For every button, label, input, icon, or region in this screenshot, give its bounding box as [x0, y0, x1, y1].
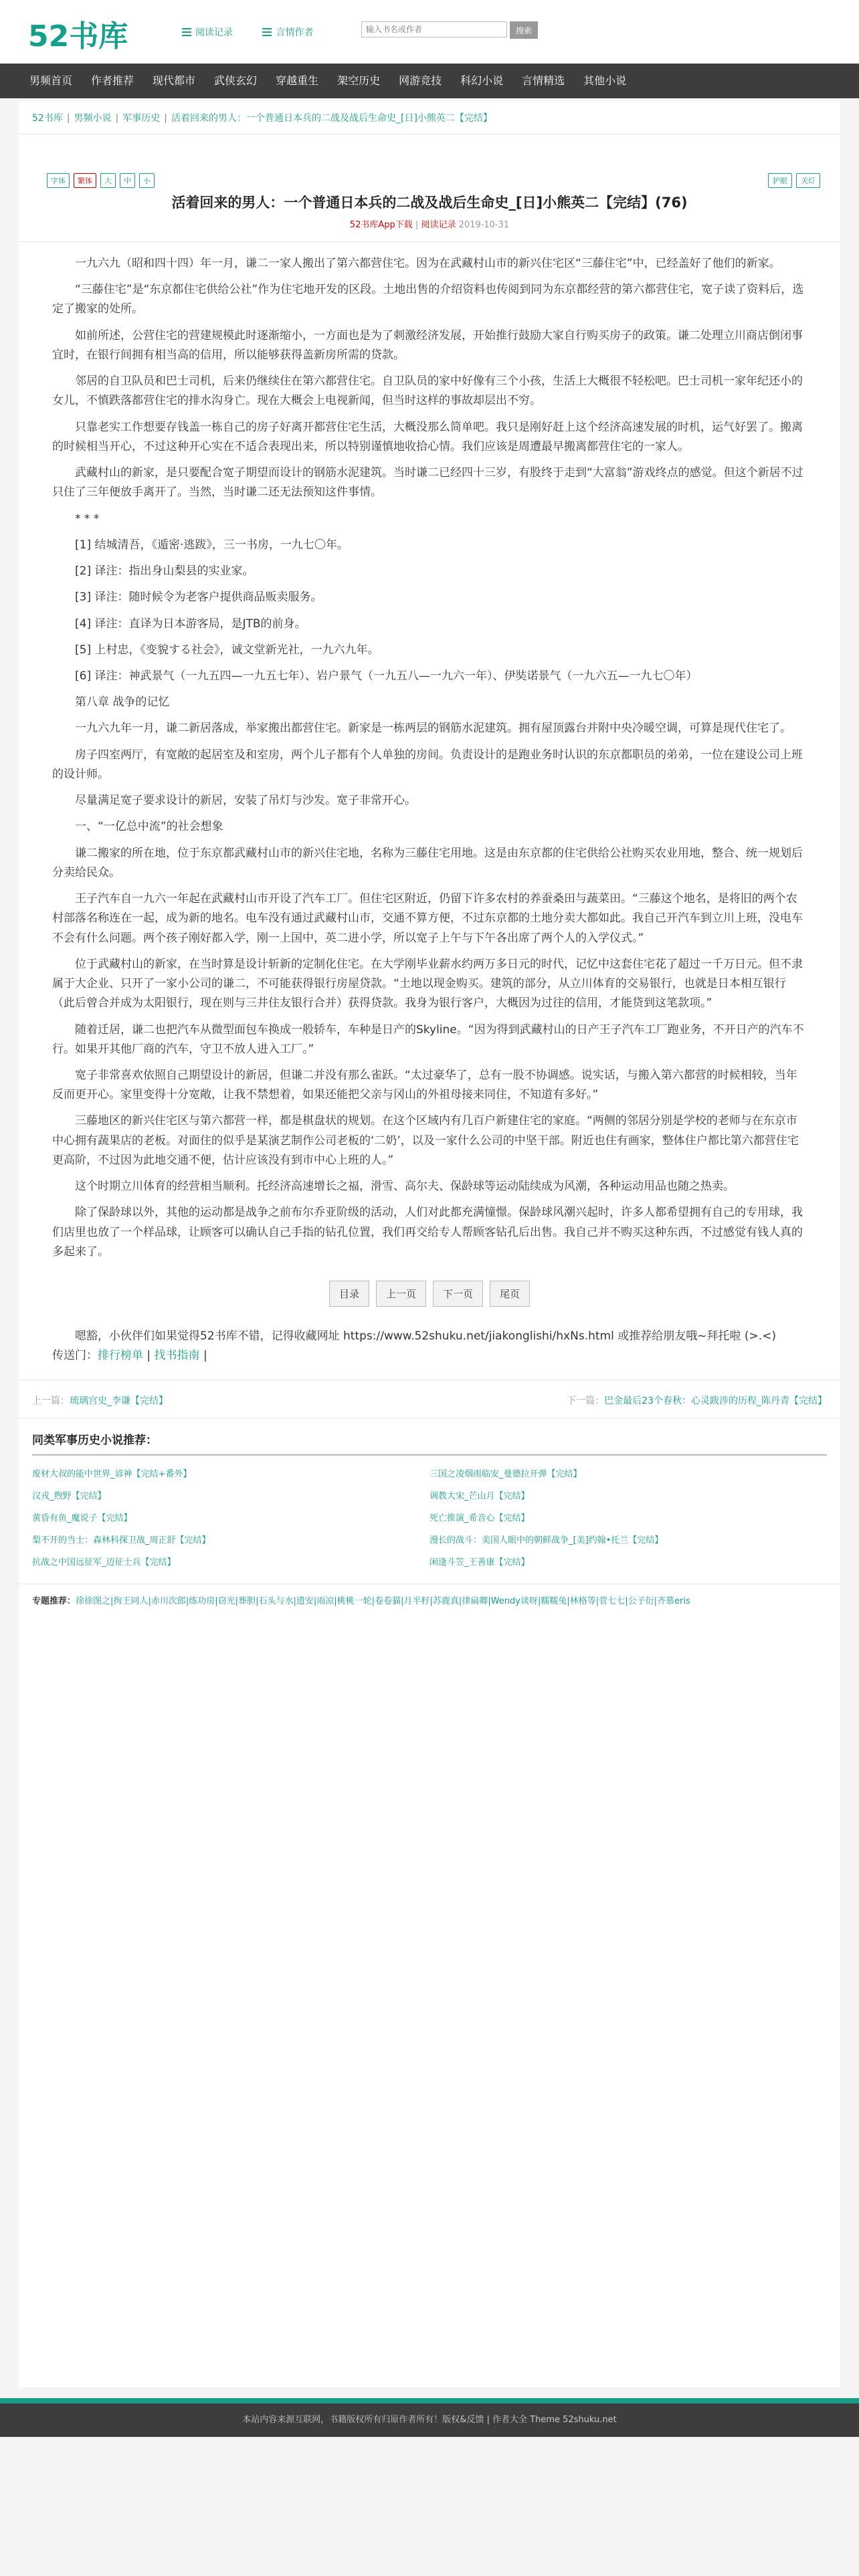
- font-large-button[interactable]: 大: [100, 173, 116, 188]
- related-book-link[interactable]: 三国之凌烟雨临安_曼德拉开弹【完结】: [430, 1469, 582, 1479]
- topic-link[interactable]: 齐慕eris: [657, 1596, 690, 1606]
- paragraph: 除了保龄球以外，其他的运动都是战争之前布尔乔亚阶级的活动，人们对此都充满憧憬。保龄球风潮兴起时，许多人都希望拥有自己的专用球，我们店里也放了一个样品球，让顾客可以确认自己手指的钻孔位置，我们再交给专人帮顾客钻孔后出售。我自己并不购买这种东西，不过感觉有钱人真的多起来了。: [52, 1206, 803, 1259]
- guide-link[interactable]: 找书指南: [154, 1349, 200, 1363]
- font-small-button[interactable]: 小: [139, 173, 155, 188]
- nav-item[interactable]: 现代都市: [153, 74, 196, 87]
- topic-link[interactable]: 苏鹿真: [432, 1596, 459, 1606]
- bookmark-text: 嗯豁，小伙伴们如果觉得52书库不错，记得收藏网址 https://www.52shuku.net/jiakonglishi/hxNs.html 或推荐给朋友哦~拜托啦 (>.<): [75, 1329, 777, 1344]
- portal-links: 传送门：排行榜单 | 找书指南 |: [52, 1349, 207, 1363]
- breadcrumb-link[interactable]: 军事历史: [122, 113, 161, 124]
- rank-link[interactable]: 排行榜单: [98, 1349, 143, 1363]
- related-book-link[interactable]: 废材大叔的能中世界_谚神【完结+番外】: [32, 1469, 192, 1479]
- prev-article-link[interactable]: 琉璃宫史_李谦【完结】: [70, 1395, 168, 1406]
- paragraph: 这个时期立川体育的经营相当顺利。托经济高速增长之福，滑雪、高尔夫、保龄球等运动陆续成为风潮，各种运动用品也随之热卖。: [75, 1180, 735, 1194]
- prev-page-button[interactable]: 上一页: [376, 1281, 426, 1307]
- nav-item[interactable]: 网游竞技: [399, 74, 442, 87]
- main-nav: [0, 64, 859, 98]
- site-footer: 本站内容来源互联网，书籍版权所有归原作者所有！版权&反馈 | 作者大全 Theme 52shuku.net: [0, 2403, 859, 2437]
- list-icon: [262, 28, 272, 36]
- paragraph: 只靠老实工作想要存钱盖一栋自己的房子好离开都营住宅生活，大概没那么简单吧。我只是刚好赶上这个经济高速发展的时机，运气好罢了。搬离的时候相当开心，不过这种开心实在不适合表现出来，所以特别谨慎地收拾心情。我们应该是周遭最早搬离都营住宅的一家人。: [52, 420, 803, 453]
- list-icon: [182, 28, 191, 36]
- topic-link[interactable]: 徐徐图之: [76, 1596, 111, 1606]
- lights-off-button[interactable]: 关灯: [796, 173, 820, 188]
- publish-date: 2019-10-31: [458, 220, 510, 230]
- main-content: [19, 102, 840, 2387]
- eye-care-button[interactable]: 护眼: [768, 173, 792, 188]
- paragraph: 一九六九（昭和四十四）年一月，谦二一家人搬出了第六都营住宅。因为在武藏村山市的新兴住宅区“三藤住宅”中，已经盖好了他们的新家。: [75, 257, 781, 270]
- search-button[interactable]: 搜索: [510, 21, 538, 39]
- topic-link[interactable]: 公子衍: [628, 1596, 654, 1606]
- paragraph: 谦二搬家的所在地，位于东京都武藏村山市的新兴住宅地，名称为三藤住宅用地。这是由东京都的住宅供给公社购买农业用地，整合、统一规划后分卖给民众。: [52, 846, 803, 879]
- font-button[interactable]: 字体: [47, 173, 70, 188]
- paragraph: 第八章 战争的记忆: [75, 695, 170, 710]
- topic-link[interactable]: 律扁卿: [462, 1596, 488, 1606]
- related-book-link[interactable]: 抗战之中国远征军_迈征士兵【完结】: [32, 1557, 176, 1568]
- topic-link[interactable]: Wendy谈呀: [490, 1596, 538, 1606]
- topic-link[interactable]: 桃桃一轮: [337, 1596, 372, 1606]
- topic-recommend: 专题推荐：徐徐图之|拘王同人|赤川次郎|练功房|窃光|葬胆|石头与水|遗安|雨凉|桃桃一轮|卷卷猫|月半籽|苏鹿真|律扁卿|Wendy谈呀|糯糯兔|林格等|菅七七|公子衍|齐慕eris: [32, 1596, 690, 1606]
- breadcrumb-link[interactable]: 男频小说: [74, 113, 112, 124]
- paragraph: 王子汽车自一九六一年起在武藏村山市开设了汽车工厂。但住宅区附近，仍留下许多农村的养蚕桑田与蔬菜田。“三藤这个地名，是将旧的两个农村部落名称连在一起，成为新的地名。电车没有通过武藏村山市，交通不算方便，不过东京都的土地分卖大都如此。我自己开汽车到立川上班，没电车不会有什么问题。两个孩子刚好都入学，刚一上国中，英二进小学，所以宽子上午与下午各出席了两个人的入学仪式。”: [52, 892, 803, 945]
- paragraph: 武藏村山的新家，是只要配合宽子期望而设计的钢筋水泥建筑。当时谦二已经四十三岁，有股终于走到“大富翁”游戏终点的感觉。但这个新居不过只住了三年便放手离开了。当然，当时谦二还无法预知这件事情。: [52, 466, 803, 500]
- paragraph: 一九六九年一月，谦二新居落成，举家搬出都营住宅。新家是一栋两层的钢筋水泥建筑。拥有屋顶露台并附中央冷暖空调，可算是现代住宅了。: [75, 722, 791, 736]
- app-download-link[interactable]: 52书库App下载: [349, 220, 413, 230]
- related-heading: 同类军事历史小说推荐：: [32, 1430, 827, 1456]
- paragraph: 邻居的自卫队员和巴士司机，后来仍继续住在第六都营住宅。自卫队员的家中好像有三个小孩，生活上大概很不轻松吧。巴士司机一家年纪还小的女儿，不慎跌落都营住宅的排水沟身亡。现在大概会上电视新闻，但当时这样的事故却层出不穷。: [52, 374, 803, 408]
- theme-tools: [764, 173, 820, 188]
- chapter-meta: 52书库App下载 | 阅读记录 2019-10-31: [349, 220, 510, 230]
- paragraph: [2] 译注：指出身山梨县的实业家。: [75, 564, 254, 578]
- related-book-link[interactable]: 汉戎_煦野【完结】: [32, 1491, 106, 1501]
- prev-next-articles: [19, 1380, 840, 1418]
- search-input[interactable]: [361, 21, 507, 37]
- nav-item[interactable]: 男频首页: [29, 74, 73, 87]
- read-record-link[interactable]: 阅读记录: [421, 220, 456, 230]
- nav-item[interactable]: 穿越重生: [276, 74, 319, 87]
- author-link[interactable]: 言情作者: [262, 27, 313, 38]
- chapter-title: 活着回来的男人：一个普通日本兵的二战及战后生命史_[日]小熊英二【完结】(76): [171, 195, 688, 211]
- breadcrumb: 52书库 | 男频小说 | 军事历史 | 活着回来的男人：一个普通日本兵的二战及战后生命史_[日]小熊英二【完结】: [19, 102, 840, 134]
- last-page-button[interactable]: 尾页: [490, 1281, 530, 1307]
- topic-link[interactable]: 葬胆: [238, 1596, 256, 1606]
- paragraph: 房子四室两厅，有宽敞的起居室及和室房，两个儿子都有个人单独的房间。负责设计的是跑业务时认识的东京都职员的弟弟，一位在建设公司上班的设计师。: [52, 748, 803, 781]
- topic-link[interactable]: 遗安: [296, 1596, 314, 1606]
- related-book-link[interactable]: 调教大宋_芒山月【完结】: [430, 1491, 530, 1501]
- nav-item[interactable]: 作者推荐: [91, 74, 134, 87]
- paragraph: * * *: [75, 512, 100, 526]
- related-book-link[interactable]: 梨不开的当士：森林科探卫战_周正舒【完结】: [32, 1535, 211, 1545]
- site-logo[interactable]: 52书库: [28, 19, 128, 53]
- related-book-link[interactable]: 闲逢斗笠_王善康【完结】: [430, 1557, 530, 1568]
- chapter-pager: [19, 1281, 840, 1307]
- related-books: [19, 1418, 840, 1584]
- paragraph: [4] 译注：直译为日本游客局，是JTB的前身。: [75, 617, 306, 631]
- breadcrumb-link[interactable]: 52书库: [32, 113, 63, 124]
- nav-item[interactable]: 其他小说: [583, 74, 627, 87]
- nav-item[interactable]: 科幻小说: [460, 74, 504, 87]
- related-book-link[interactable]: 漫长的战斗：美国人眼中的朝鲜战争_[美]约翰•托兰【完结】: [430, 1535, 664, 1545]
- paragraph: [3] 译注：随时候令为老客户提供商品贩卖服务。: [75, 591, 322, 605]
- paragraph: [5] 上村忠，《变貌する社会》，诚文堂新光社，一九六九年。: [75, 643, 379, 657]
- topic-link[interactable]: 石头与水: [258, 1596, 294, 1606]
- bookmark-note: [19, 1327, 840, 1380]
- paragraph: 随着迁居，谦二也把汽车从微型面包车换成一般轿车，车种是日产的Skyline。“因为得到武藏村山的日产王子汽车工厂跑业务，不开日产的汽车不行。如果开其他厂商的汽车，守卫不放人进入工厂。”: [52, 1023, 804, 1056]
- next-page-button[interactable]: 下一页: [433, 1281, 483, 1307]
- chapter-text: [19, 242, 840, 1262]
- top-links: [182, 25, 340, 39]
- paragraph: [6] 译注：神武景气（一九五四—一九五七年）、岩户景气（一九五八—一九六一年）、伊奘诺景气（一九六五—一九七〇年）: [75, 669, 698, 683]
- paragraph: 三藤地区的新兴住宅区与第六都营一样，都是棋盘状的规划。在这个区域内有几百户新建住宅的家庭。“两侧的邻居分别是学校的老师与在东京市中心拥有蔬果店的老板。对面住的似乎是某演艺制作公司老板的‘二奶’，以及一家什么公司的中坚干部。附近也住有画家，整体住户都比第六都营住宅更高阶，不过因为此地交通不便，估计应该没有到市中心上班的人。”: [52, 1114, 799, 1167]
- read-record-link[interactable]: 阅读记录: [182, 27, 233, 38]
- paragraph: 尽量满足宽子要求设计的新居，安装了吊灯与沙发。宽子非常开心。: [75, 794, 416, 808]
- paragraph: 位于武藏村山的新家，在当时算是设计斩新的定制化住宅。在大学刚毕业薪水约两万多日元的时代，记忆中这套住宅花了超过一千万日元。但不隶属于大企业、只开了一家小公司的谦二，不可能获得银行房屋贷款。“土地以现金购买。建筑的部分，从立川体育的交易银行，也就是日本相互银行（此后曾合并成为太阳银行，现在则与三井住友银行合并）获得贷款。我身为银行客户，大概因为过往的信用，才能贷到这笔款项。”: [52, 957, 803, 1010]
- topic-link[interactable]: 练功房: [189, 1596, 215, 1606]
- paragraph: 如前所述，公营住宅的营建规模此时逐渐缩小，一方面也是为了刺激经济发展，开始推行鼓励大家自行购买房子的政策。谦二处理立川商店倒闭事宜时，在银行间拥有相当高的信用，所以能够获得盖新房所需的贷款。: [52, 328, 803, 362]
- search-box: [361, 21, 538, 39]
- toc-button[interactable]: 目录: [329, 1281, 369, 1307]
- nav-item[interactable]: 言情精选: [522, 74, 565, 87]
- paragraph: “三藤住宅”是“东京都住宅供给公社”作为住宅地开发的区段。土地出售的介绍资料也传阅到同为东京都经营的第六都营住宅，宽子读了资料后，选定了搬家的处所。: [52, 283, 804, 316]
- font-medium-button[interactable]: 中: [120, 173, 135, 188]
- related-book-link[interactable]: 黄昏有鱼_魔说子【完结】: [32, 1513, 132, 1523]
- related-list: [32, 1467, 827, 1577]
- nav-item[interactable]: 架空历史: [337, 74, 381, 87]
- topic-link[interactable]: 糯糯兔: [541, 1596, 567, 1606]
- paragraph: 一、“一亿总中流”的社会想象: [75, 820, 223, 834]
- topic-link[interactable]: 窃光: [217, 1596, 235, 1606]
- chapter-header: [19, 134, 840, 242]
- topic-link[interactable]: 林格等: [569, 1596, 596, 1606]
- footer-accent-bar: [0, 2398, 859, 2403]
- topic-link[interactable]: 菅七七: [599, 1596, 626, 1606]
- related-book-link[interactable]: 死亡推演_希音心【完结】: [430, 1513, 530, 1523]
- breadcrumb-link[interactable]: 活着回来的男人：一个普通日本兵的二战及战后生命史_[日]小熊英二【完结】: [171, 113, 492, 124]
- paragraph: 宽子非常喜欢依照自己期望设计的新居，但谦二并没有那么雀跃。“太过豪华了，总有一股不协调感。说实话，与搬入第六都营的时候相较，当年反而更开心。家里变得十分宽敞，让我不禁想着，如果还能把父亲与冈山的外祖母接来同住，不知道有多好。”: [52, 1068, 797, 1102]
- topic-link[interactable]: 拘王同人: [113, 1596, 149, 1606]
- site-header: [0, 0, 859, 64]
- topic-link[interactable]: 卷卷猫: [375, 1596, 401, 1606]
- next-article: 下一篇：巴金最后23个春秋：心灵跋涉的历程_陈丹青【完结】: [567, 1395, 827, 1406]
- next-article-link[interactable]: 巴金最后23个春秋：心灵跋涉的历程_陈丹青【完结】: [604, 1395, 827, 1406]
- topic-link[interactable]: 雨凉: [316, 1596, 335, 1606]
- topic-link[interactable]: 月半籽: [403, 1596, 430, 1606]
- paragraph: [1] 结城清吾，《遁密·逃跋》，三一书房，一九七〇年。: [75, 538, 349, 552]
- nav-item[interactable]: 武侠玄幻: [214, 74, 258, 87]
- traditional-button[interactable]: 繁体: [74, 173, 96, 188]
- reading-tools: [47, 173, 159, 188]
- prev-article: 上一篇：琉璃宫史_李谦【完结】: [32, 1395, 168, 1406]
- topic-link[interactable]: 赤川次郎: [151, 1596, 186, 1606]
